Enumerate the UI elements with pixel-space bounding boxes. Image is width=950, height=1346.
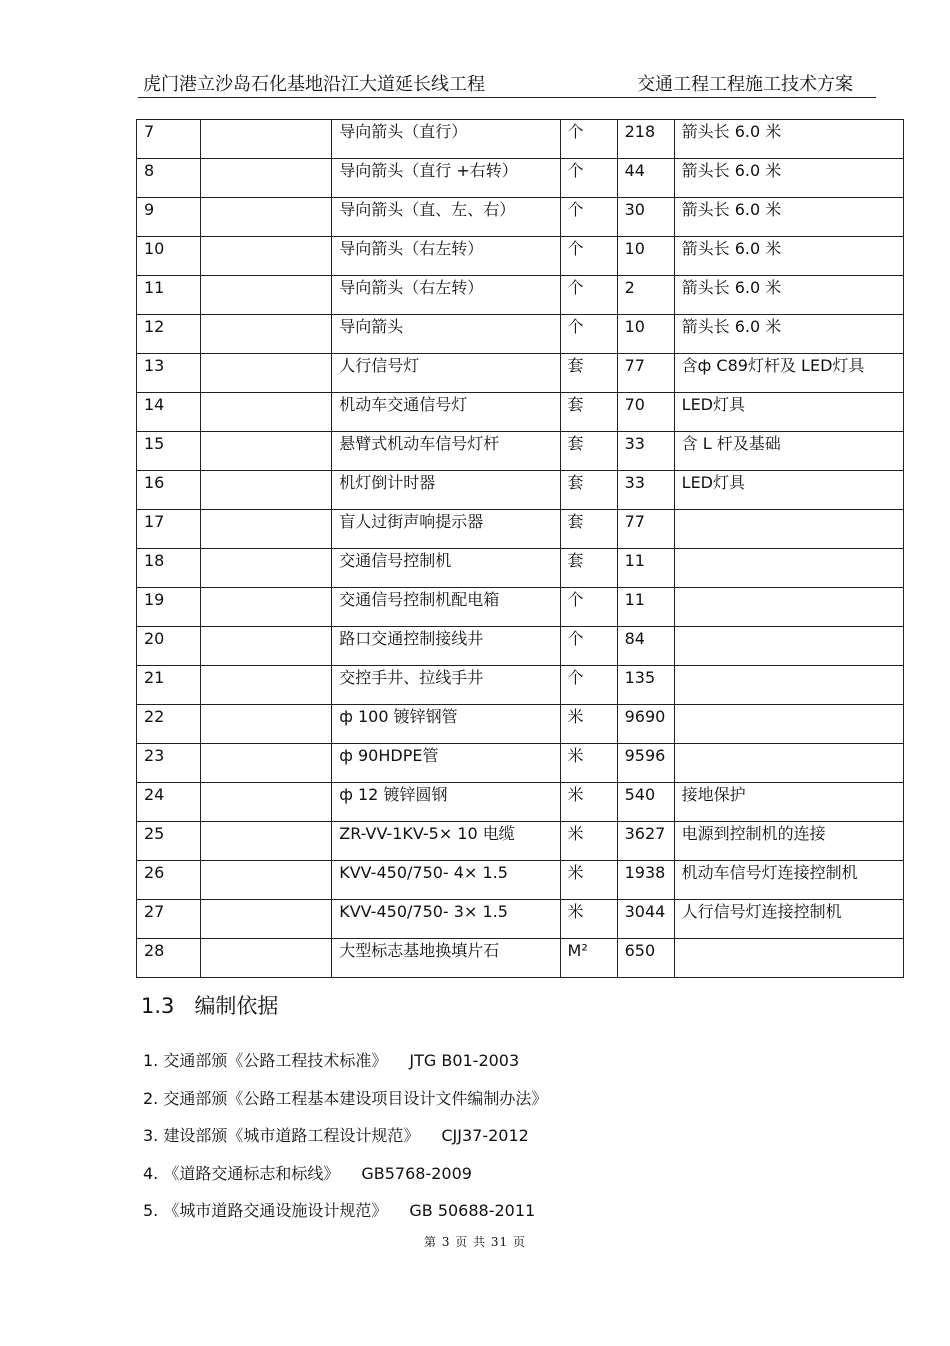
row-spec	[201, 393, 332, 432]
row-unit: 米	[560, 900, 617, 939]
row-remark	[674, 666, 903, 705]
reference-text: 5. 《城市道路交通设施设计规范》	[143, 1201, 388, 1220]
reference-list	[143, 1048, 547, 1236]
row-unit: 米	[560, 744, 617, 783]
row-quantity: 10	[617, 315, 674, 354]
row-unit: 个	[560, 159, 617, 198]
row-unit: 套	[560, 510, 617, 549]
row-item-name: 机灯倒计时器	[332, 471, 560, 510]
header-project-title: 虎门港立沙岛石化基地沿江大道延长线工程	[143, 74, 485, 95]
row-item-name: ф 90HDPE管	[332, 744, 560, 783]
row-number: 13	[137, 354, 201, 393]
row-remark: 箭头长 6.0 米	[674, 198, 903, 237]
row-remark: 箭头长 6.0 米	[674, 159, 903, 198]
row-spec	[201, 198, 332, 237]
quantity-table	[136, 119, 904, 978]
row-unit: 米	[560, 783, 617, 822]
row-remark	[674, 705, 903, 744]
row-spec	[201, 744, 332, 783]
row-spec	[201, 666, 332, 705]
table-row	[137, 354, 904, 393]
row-item-name: 交控手井、拉线手井	[332, 666, 560, 705]
row-quantity: 3044	[617, 900, 674, 939]
row-number: 9	[137, 198, 201, 237]
row-spec	[201, 783, 332, 822]
reference-text: 1. 交通部颁《公路工程技术标准》	[143, 1051, 388, 1070]
row-remark: 接地保护	[674, 783, 903, 822]
row-spec	[201, 510, 332, 549]
reference-code: JTG B01-2003	[409, 1051, 520, 1070]
row-unit: 个	[560, 198, 617, 237]
row-unit: 套	[560, 354, 617, 393]
reference-text: 4. 《道路交通标志和标线》	[143, 1163, 340, 1183]
row-quantity: 44	[617, 159, 674, 198]
row-unit: 个	[560, 120, 617, 159]
row-number: 14	[137, 393, 201, 432]
row-item-name: 导向箭头（右左转）	[332, 276, 560, 315]
row-number: 23	[137, 744, 201, 783]
row-quantity: 84	[617, 627, 674, 666]
row-quantity: 77	[617, 354, 674, 393]
row-unit: 米	[560, 861, 617, 900]
row-number: 17	[137, 510, 201, 549]
row-spec	[201, 549, 332, 588]
row-unit: 个	[560, 666, 617, 705]
row-item-name: 盲人过街声响提示器	[332, 510, 560, 549]
row-number: 26	[137, 861, 201, 900]
row-spec	[201, 588, 332, 627]
row-quantity: 70	[617, 393, 674, 432]
row-remark: 含ф C89灯杆及 LED灯具	[674, 354, 903, 393]
table-row	[137, 471, 904, 510]
row-item-name: 导向箭头（直行 +右转）	[332, 159, 560, 198]
row-number: 15	[137, 432, 201, 471]
row-spec	[201, 822, 332, 861]
reference-code: GB 50688-2011	[409, 1201, 536, 1220]
row-remark	[674, 549, 903, 588]
row-quantity: 33	[617, 432, 674, 471]
reference-item	[143, 1048, 547, 1086]
row-remark: 机动车信号灯连接控制机	[674, 861, 903, 900]
row-remark	[674, 627, 903, 666]
row-number: 24	[137, 783, 201, 822]
table-row	[137, 120, 904, 159]
row-remark: 箭头长 6.0 米	[674, 237, 903, 276]
row-item-name: 导向箭头（直行）	[332, 120, 560, 159]
row-spec	[201, 900, 332, 939]
row-remark: 箭头长 6.0 米	[674, 276, 903, 315]
table-row	[137, 861, 904, 900]
table-row	[137, 510, 904, 549]
row-quantity: 540	[617, 783, 674, 822]
row-quantity: 650	[617, 939, 674, 978]
row-unit: 套	[560, 393, 617, 432]
row-remark: LED灯具	[674, 393, 903, 432]
row-remark: LED灯具	[674, 471, 903, 510]
row-quantity: 11	[617, 549, 674, 588]
row-quantity: 135	[617, 666, 674, 705]
row-unit: 套	[560, 549, 617, 588]
row-spec	[201, 120, 332, 159]
row-item-name: ф 100 镀锌钢管	[332, 705, 560, 744]
row-spec	[201, 432, 332, 471]
reference-item	[143, 1086, 547, 1124]
row-unit: 套	[560, 471, 617, 510]
row-number: 12	[137, 315, 201, 354]
row-number: 8	[137, 159, 201, 198]
row-item-name: 交通信号控制机配电箱	[332, 588, 560, 627]
row-item-name: ф 12 镀锌圆钢	[332, 783, 560, 822]
row-remark: 人行信号灯连接控制机	[674, 900, 903, 939]
row-number: 19	[137, 588, 201, 627]
row-unit: 个	[560, 237, 617, 276]
row-quantity: 3627	[617, 822, 674, 861]
row-unit: 米	[560, 705, 617, 744]
table-row	[137, 744, 904, 783]
row-item-name: 导向箭头（直、左、右）	[332, 198, 560, 237]
row-item-name: ZR-VV-1KV-5× 10 电缆	[332, 822, 560, 861]
table-row	[137, 588, 904, 627]
table-row	[137, 666, 904, 705]
row-unit: 个	[560, 627, 617, 666]
row-spec	[201, 354, 332, 393]
table-row	[137, 627, 904, 666]
table-row	[137, 276, 904, 315]
row-number: 25	[137, 822, 201, 861]
row-spec	[201, 705, 332, 744]
reference-text: 3. 建设部颁《城市道路工程设计规范》	[143, 1126, 420, 1145]
row-spec	[201, 315, 332, 354]
row-remark: 箭头长 6.0 米	[674, 315, 903, 354]
row-remark	[674, 744, 903, 783]
row-number: 16	[137, 471, 201, 510]
row-spec	[201, 627, 332, 666]
row-item-name: 人行信号灯	[332, 354, 560, 393]
row-number: 22	[137, 705, 201, 744]
row-quantity: 218	[617, 120, 674, 159]
row-item-name: 大型标志基地换填片石	[332, 939, 560, 978]
row-remark	[674, 939, 903, 978]
row-spec	[201, 939, 332, 978]
row-quantity: 2	[617, 276, 674, 315]
row-number: 20	[137, 627, 201, 666]
row-quantity: 33	[617, 471, 674, 510]
row-quantity: 10	[617, 237, 674, 276]
table-row	[137, 315, 904, 354]
row-spec	[201, 471, 332, 510]
row-remark	[674, 510, 903, 549]
table-row	[137, 939, 904, 978]
row-number: 10	[137, 237, 201, 276]
page-number: 第 3 页 共 31 页	[424, 1235, 526, 1249]
quantity-table-body	[137, 120, 904, 978]
table-row	[137, 393, 904, 432]
row-item-name: 悬臂式机动车信号灯杆	[332, 432, 560, 471]
table-row	[137, 432, 904, 471]
row-quantity: 77	[617, 510, 674, 549]
row-number: 18	[137, 549, 201, 588]
table-row	[137, 900, 904, 939]
row-item-name: 导向箭头（右左转）	[332, 237, 560, 276]
row-number: 21	[137, 666, 201, 705]
table-row	[137, 822, 904, 861]
reference-item	[143, 1161, 547, 1199]
section-number: 1.3	[141, 994, 175, 1018]
row-quantity: 9690	[617, 705, 674, 744]
reference-code: CJJ37-2012	[441, 1126, 529, 1145]
row-item-name: 导向箭头	[332, 315, 560, 354]
row-quantity: 1938	[617, 861, 674, 900]
row-remark: 电源到控制机的连接	[674, 822, 903, 861]
row-item-name: KVV-450/750- 3× 1.5	[332, 900, 560, 939]
row-quantity: 9596	[617, 744, 674, 783]
row-number: 7	[137, 120, 201, 159]
table-row	[137, 198, 904, 237]
row-number: 11	[137, 276, 201, 315]
section-title: 编制依据	[194, 994, 279, 1018]
row-number: 27	[137, 900, 201, 939]
row-spec	[201, 237, 332, 276]
row-quantity: 11	[617, 588, 674, 627]
row-remark	[674, 588, 903, 627]
header-divider	[138, 97, 876, 98]
table-row	[137, 705, 904, 744]
table-row	[137, 159, 904, 198]
row-item-name: KVV-450/750- 4× 1.5	[332, 861, 560, 900]
row-unit: 套	[560, 432, 617, 471]
header-document-title: 交通工程工程施工技术方案	[637, 74, 853, 95]
row-number: 28	[137, 939, 201, 978]
row-unit: 个	[560, 315, 617, 354]
row-remark: 箭头长 6.0 米	[674, 120, 903, 159]
table-row	[137, 237, 904, 276]
row-item-name: 交通信号控制机	[332, 549, 560, 588]
table-row	[137, 783, 904, 822]
row-unit: 个	[560, 588, 617, 627]
row-spec	[201, 861, 332, 900]
row-spec	[201, 276, 332, 315]
reference-code: GB5768-2009	[361, 1163, 472, 1183]
row-unit: 个	[560, 276, 617, 315]
row-item-name: 机动车交通信号灯	[332, 393, 560, 432]
section-heading	[141, 990, 278, 1020]
reference-text: 2. 交通部颁《公路工程基本建设项目设计文件编制办法》	[143, 1088, 548, 1108]
row-item-name: 路口交通控制接线井	[332, 627, 560, 666]
row-spec	[201, 159, 332, 198]
reference-item	[143, 1123, 547, 1161]
row-remark: 含 L 杆及基础	[674, 432, 903, 471]
reference-item	[143, 1198, 547, 1236]
row-unit: M²	[560, 939, 617, 978]
row-unit: 米	[560, 822, 617, 861]
row-quantity: 30	[617, 198, 674, 237]
table-row	[137, 549, 904, 588]
